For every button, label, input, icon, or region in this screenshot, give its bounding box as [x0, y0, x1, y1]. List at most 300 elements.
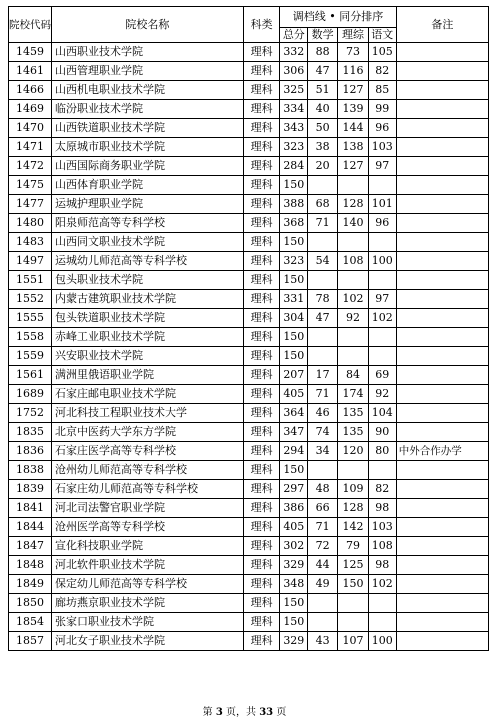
cell-name: 阳泉师范高等专科学校 [52, 214, 244, 233]
table-row [9, 62, 489, 81]
cell-chinese [368, 271, 396, 290]
cell-subject: 理科 [243, 233, 280, 252]
cell-subject: 理科 [243, 271, 280, 290]
cell-subject: 理科 [243, 290, 280, 309]
cell-math [308, 461, 338, 480]
cell-code: 1841 [9, 499, 52, 518]
header-score-group: 调档线 • 同分排序 [280, 7, 396, 28]
table-row [9, 594, 489, 613]
cell-name: 山西国际商务职业学院 [52, 157, 244, 176]
cell-math: 50 [308, 119, 338, 138]
cell-math: 43 [308, 632, 338, 651]
cell-note [396, 480, 488, 499]
cell-subject: 理科 [243, 366, 280, 385]
cell-chinese: 85 [368, 81, 396, 100]
cell-code: 1561 [9, 366, 52, 385]
cell-total: 388 [280, 195, 308, 214]
cell-name: 内蒙古建筑职业技术学院 [52, 290, 244, 309]
table-row [9, 233, 489, 252]
cell-sci [338, 613, 369, 632]
cell-sci: 92 [338, 309, 369, 328]
cell-total: 329 [280, 632, 308, 651]
header-math: 数学 [308, 28, 338, 43]
cell-chinese: 96 [368, 119, 396, 138]
table-row [9, 385, 489, 404]
table-row [9, 499, 489, 518]
cell-math [308, 347, 338, 366]
cell-name: 临汾职业技术学院 [52, 100, 244, 119]
cell-total: 150 [280, 233, 308, 252]
cell-math: 72 [308, 537, 338, 556]
cell-sci: 84 [338, 366, 369, 385]
cell-note [396, 594, 488, 613]
cell-total: 297 [280, 480, 308, 499]
cell-math: 88 [308, 43, 338, 62]
cell-math [308, 594, 338, 613]
cell-note [396, 309, 488, 328]
cell-total: 348 [280, 575, 308, 594]
cell-chinese: 82 [368, 480, 396, 499]
cell-total: 306 [280, 62, 308, 81]
table-row [9, 632, 489, 651]
table-row [9, 138, 489, 157]
cell-name: 山西同文职业技术学院 [52, 233, 244, 252]
table-row [9, 43, 489, 62]
cell-math: 48 [308, 480, 338, 499]
cell-code: 1835 [9, 423, 52, 442]
cell-math: 68 [308, 195, 338, 214]
cell-total: 150 [280, 271, 308, 290]
cell-subject: 理科 [243, 613, 280, 632]
cell-code: 1857 [9, 632, 52, 651]
cell-total: 150 [280, 594, 308, 613]
cell-chinese [368, 594, 396, 613]
cell-total: 405 [280, 385, 308, 404]
cell-total: 364 [280, 404, 308, 423]
table-row [9, 271, 489, 290]
header-name: 院校名称 [52, 7, 244, 43]
cell-chinese [368, 461, 396, 480]
cell-subject: 理科 [243, 138, 280, 157]
cell-code: 1854 [9, 613, 52, 632]
cell-name: 保定幼儿师范高等专科学校 [52, 575, 244, 594]
cell-code: 1559 [9, 347, 52, 366]
cell-chinese: 104 [368, 404, 396, 423]
cell-subject: 理科 [243, 537, 280, 556]
cell-name: 河北科技工程职业技术大学 [52, 404, 244, 423]
cell-note [396, 328, 488, 347]
cell-math: 46 [308, 404, 338, 423]
cell-note [396, 290, 488, 309]
cell-total: 386 [280, 499, 308, 518]
header-sci: 理综 [338, 28, 369, 43]
cell-sci: 135 [338, 423, 369, 442]
cell-note [396, 613, 488, 632]
cell-chinese: 92 [368, 385, 396, 404]
table-row [9, 290, 489, 309]
table-row [9, 404, 489, 423]
cell-sci: 73 [338, 43, 369, 62]
cell-math: 49 [308, 575, 338, 594]
cell-chinese: 100 [368, 632, 396, 651]
cell-math: 20 [308, 157, 338, 176]
cell-note [396, 366, 488, 385]
cell-subject: 理科 [243, 100, 280, 119]
cell-chinese: 105 [368, 43, 396, 62]
cell-chinese: 98 [368, 556, 396, 575]
cell-subject: 理科 [243, 214, 280, 233]
cell-sci: 79 [338, 537, 369, 556]
cell-subject: 理科 [243, 252, 280, 271]
cell-chinese: 101 [368, 195, 396, 214]
cell-sci: 144 [338, 119, 369, 138]
cell-chinese: 99 [368, 100, 396, 119]
cell-note [396, 138, 488, 157]
table-row [9, 214, 489, 233]
cell-subject: 理科 [243, 309, 280, 328]
cell-chinese: 103 [368, 138, 396, 157]
cell-code: 1483 [9, 233, 52, 252]
cell-math: 78 [308, 290, 338, 309]
cell-sci [338, 594, 369, 613]
cell-subject: 理科 [243, 594, 280, 613]
cell-chinese [368, 233, 396, 252]
cell-subject: 理科 [243, 442, 280, 461]
cell-subject: 理科 [243, 423, 280, 442]
cell-total: 332 [280, 43, 308, 62]
cell-note [396, 271, 488, 290]
table-row [9, 613, 489, 632]
cell-subject: 理科 [243, 575, 280, 594]
cell-note [396, 62, 488, 81]
table-row [9, 328, 489, 347]
cell-math [308, 328, 338, 347]
table-row [9, 309, 489, 328]
cell-note [396, 385, 488, 404]
admission-table-sheet [8, 6, 489, 651]
cell-math: 74 [308, 423, 338, 442]
cell-subject: 理科 [243, 176, 280, 195]
cell-subject: 理科 [243, 480, 280, 499]
cell-chinese [368, 613, 396, 632]
cell-name: 河北软件职业技术学院 [52, 556, 244, 575]
cell-sci: 139 [338, 100, 369, 119]
cell-code: 1839 [9, 480, 52, 499]
cell-name: 运城护理职业学院 [52, 195, 244, 214]
cell-math [308, 233, 338, 252]
admission-table [8, 6, 489, 651]
cell-math: 17 [308, 366, 338, 385]
cell-subject: 理科 [243, 157, 280, 176]
cell-subject: 理科 [243, 556, 280, 575]
cell-chinese: 96 [368, 214, 396, 233]
cell-sci [338, 176, 369, 195]
cell-code: 1849 [9, 575, 52, 594]
cell-code: 1844 [9, 518, 52, 537]
table-row [9, 461, 489, 480]
cell-name: 张家口职业技术学院 [52, 613, 244, 632]
cell-math: 40 [308, 100, 338, 119]
cell-code: 1459 [9, 43, 52, 62]
cell-note [396, 176, 488, 195]
table-row [9, 480, 489, 499]
cell-sci: 174 [338, 385, 369, 404]
table-row [9, 81, 489, 100]
cell-code: 1551 [9, 271, 52, 290]
cell-sci: 116 [338, 62, 369, 81]
cell-code: 1555 [9, 309, 52, 328]
table-row [9, 176, 489, 195]
cell-code: 1461 [9, 62, 52, 81]
table-row [9, 252, 489, 271]
cell-math: 54 [308, 252, 338, 271]
cell-chinese [368, 347, 396, 366]
cell-chinese: 102 [368, 309, 396, 328]
cell-math: 34 [308, 442, 338, 461]
cell-note [396, 347, 488, 366]
cell-code: 1850 [9, 594, 52, 613]
cell-total: 323 [280, 252, 308, 271]
cell-note: 中外合作办学 [396, 442, 488, 461]
table-row [9, 366, 489, 385]
cell-total: 405 [280, 518, 308, 537]
cell-note [396, 195, 488, 214]
cell-note [396, 43, 488, 62]
cell-math: 71 [308, 214, 338, 233]
cell-subject: 理科 [243, 499, 280, 518]
cell-code: 1847 [9, 537, 52, 556]
cell-name: 河北女子职业技术学院 [52, 632, 244, 651]
cell-name: 廊坊燕京职业技术学院 [52, 594, 244, 613]
cell-chinese: 82 [368, 62, 396, 81]
cell-sci: 128 [338, 195, 369, 214]
cell-chinese: 90 [368, 423, 396, 442]
cell-chinese: 97 [368, 157, 396, 176]
cell-sci: 138 [338, 138, 369, 157]
cell-sci [338, 328, 369, 347]
cell-name: 包头铁道职业技术学院 [52, 309, 244, 328]
cell-total: 368 [280, 214, 308, 233]
cell-code: 1752 [9, 404, 52, 423]
cell-note [396, 404, 488, 423]
cell-math: 47 [308, 309, 338, 328]
cell-total: 284 [280, 157, 308, 176]
cell-name: 北京中医药大学东方学院 [52, 423, 244, 442]
cell-name: 山西管理职业学院 [52, 62, 244, 81]
cell-name: 兴安职业技术学院 [52, 347, 244, 366]
cell-chinese: 108 [368, 537, 396, 556]
cell-note [396, 556, 488, 575]
cell-math: 66 [308, 499, 338, 518]
cell-chinese [368, 176, 396, 195]
cell-note [396, 537, 488, 556]
cell-math: 38 [308, 138, 338, 157]
footer-total-pages: 33 [259, 707, 274, 718]
cell-code: 1836 [9, 442, 52, 461]
cell-math: 71 [308, 518, 338, 537]
cell-code: 1469 [9, 100, 52, 119]
cell-total: 331 [280, 290, 308, 309]
footer-page-number: 3 [215, 707, 223, 718]
cell-math: 44 [308, 556, 338, 575]
header-code: 院校代码 [9, 7, 52, 43]
table-row [9, 195, 489, 214]
cell-math: 51 [308, 81, 338, 100]
cell-chinese: 80 [368, 442, 396, 461]
cell-math: 71 [308, 385, 338, 404]
cell-total: 347 [280, 423, 308, 442]
cell-subject: 理科 [243, 43, 280, 62]
cell-name: 包头职业技术学院 [52, 271, 244, 290]
cell-name: 山西职业技术学院 [52, 43, 244, 62]
cell-subject: 理科 [243, 632, 280, 651]
cell-code: 1477 [9, 195, 52, 214]
cell-math [308, 613, 338, 632]
cell-sci: 102 [338, 290, 369, 309]
cell-code: 1475 [9, 176, 52, 195]
cell-subject: 理科 [243, 385, 280, 404]
cell-code: 1472 [9, 157, 52, 176]
cell-math: 47 [308, 62, 338, 81]
header-note: 备注 [396, 7, 488, 43]
cell-code: 1848 [9, 556, 52, 575]
cell-total: 150 [280, 176, 308, 195]
cell-chinese: 102 [368, 575, 396, 594]
cell-note [396, 575, 488, 594]
table-row [9, 100, 489, 119]
cell-chinese: 69 [368, 366, 396, 385]
cell-code: 1558 [9, 328, 52, 347]
cell-math [308, 176, 338, 195]
table-row [9, 157, 489, 176]
cell-note [396, 632, 488, 651]
cell-subject: 理科 [243, 195, 280, 214]
cell-chinese: 103 [368, 518, 396, 537]
table-body [9, 43, 489, 651]
cell-name: 运城幼儿师范高等专科学校 [52, 252, 244, 271]
cell-total: 302 [280, 537, 308, 556]
cell-code: 1470 [9, 119, 52, 138]
cell-total: 207 [280, 366, 308, 385]
cell-sci [338, 347, 369, 366]
cell-total: 150 [280, 328, 308, 347]
cell-total: 325 [280, 81, 308, 100]
table-row [9, 518, 489, 537]
table-row [9, 537, 489, 556]
cell-note [396, 252, 488, 271]
cell-name: 满洲里俄语职业学院 [52, 366, 244, 385]
footer-prefix: 第 [202, 707, 213, 718]
cell-note [396, 518, 488, 537]
cell-chinese: 100 [368, 252, 396, 271]
cell-total: 304 [280, 309, 308, 328]
cell-total: 343 [280, 119, 308, 138]
cell-total: 150 [280, 613, 308, 632]
cell-chinese: 97 [368, 290, 396, 309]
cell-note [396, 499, 488, 518]
cell-name: 河北司法警官职业学院 [52, 499, 244, 518]
cell-math [308, 271, 338, 290]
header-subject: 科类 [243, 7, 280, 43]
cell-name: 山西铁道职业技术学院 [52, 119, 244, 138]
cell-sci [338, 233, 369, 252]
cell-total: 150 [280, 461, 308, 480]
cell-name: 宣化科技职业学院 [52, 537, 244, 556]
cell-sci: 135 [338, 404, 369, 423]
cell-code: 1497 [9, 252, 52, 271]
cell-code: 1471 [9, 138, 52, 157]
cell-name: 石家庄医学高等专科学校 [52, 442, 244, 461]
cell-note [396, 461, 488, 480]
cell-note [396, 233, 488, 252]
cell-code: 1480 [9, 214, 52, 233]
cell-sci: 120 [338, 442, 369, 461]
cell-note [396, 81, 488, 100]
cell-sci [338, 271, 369, 290]
cell-sci: 108 [338, 252, 369, 271]
cell-subject: 理科 [243, 347, 280, 366]
footer-suffix: 页 [276, 707, 287, 718]
page-footer [0, 703, 489, 718]
cell-subject: 理科 [243, 328, 280, 347]
cell-total: 294 [280, 442, 308, 461]
header-total: 总分 [280, 28, 308, 43]
cell-code: 1689 [9, 385, 52, 404]
cell-name: 太原城市职业技术学院 [52, 138, 244, 157]
cell-name: 沧州医学高等专科学校 [52, 518, 244, 537]
cell-chinese: 98 [368, 499, 396, 518]
cell-subject: 理科 [243, 119, 280, 138]
cell-name: 赤峰工业职业技术学院 [52, 328, 244, 347]
cell-total: 323 [280, 138, 308, 157]
cell-note [396, 119, 488, 138]
table-row [9, 442, 489, 461]
cell-sci: 128 [338, 499, 369, 518]
cell-total: 334 [280, 100, 308, 119]
cell-total: 329 [280, 556, 308, 575]
cell-note [396, 100, 488, 119]
cell-sci: 127 [338, 81, 369, 100]
cell-sci [338, 461, 369, 480]
cell-name: 山西体育职业学院 [52, 176, 244, 195]
cell-code: 1552 [9, 290, 52, 309]
cell-note [396, 157, 488, 176]
table-row [9, 423, 489, 442]
cell-total: 150 [280, 347, 308, 366]
cell-subject: 理科 [243, 404, 280, 423]
cell-sci: 109 [338, 480, 369, 499]
cell-sci: 140 [338, 214, 369, 233]
table-row [9, 347, 489, 366]
cell-name: 沧州幼儿师范高等专科学校 [52, 461, 244, 480]
cell-note [396, 214, 488, 233]
cell-sci: 127 [338, 157, 369, 176]
cell-name: 石家庄幼儿师范高等专科学校 [52, 480, 244, 499]
cell-name: 山西机电职业技术学院 [52, 81, 244, 100]
cell-sci: 107 [338, 632, 369, 651]
cell-code: 1466 [9, 81, 52, 100]
cell-subject: 理科 [243, 461, 280, 480]
cell-chinese [368, 328, 396, 347]
table-row [9, 575, 489, 594]
cell-subject: 理科 [243, 62, 280, 81]
footer-middle: 页，共 [226, 707, 257, 718]
cell-code: 1838 [9, 461, 52, 480]
table-row [9, 556, 489, 575]
cell-sci: 150 [338, 575, 369, 594]
cell-sci: 142 [338, 518, 369, 537]
table-row [9, 119, 489, 138]
